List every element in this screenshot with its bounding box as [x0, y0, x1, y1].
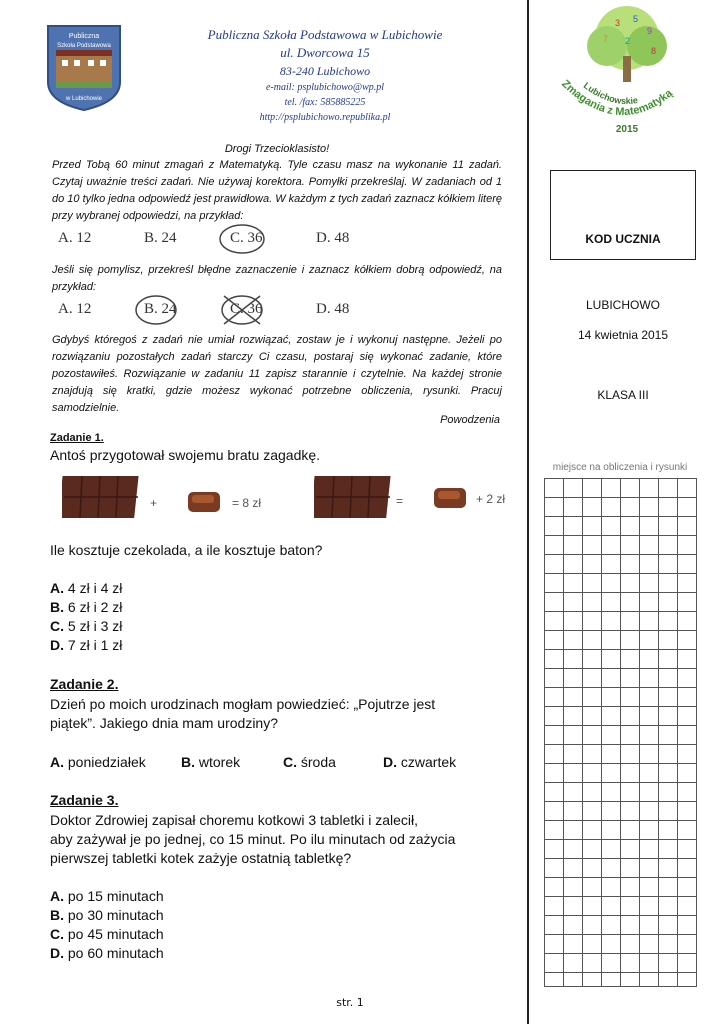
svg-text:2: 2	[625, 36, 631, 46]
svg-text:9: 9	[647, 26, 653, 36]
task3-text	[50, 811, 510, 868]
student-code-box[interactable]	[550, 170, 696, 260]
svg-text:7: 7	[603, 34, 609, 44]
page-number: str. 1	[336, 996, 364, 1009]
intro-paragraph-2: Jeśli się pomylisz, przekreśl błędne zaznaczenie i zaznacz kółkiem dobrą odpowiedź, na przykład:	[52, 264, 502, 293]
task3-answers	[50, 887, 510, 963]
school-email: e-mail: psplubichowo@wp.pl	[265, 82, 385, 93]
student-code-label: KOD UCZNIA	[585, 232, 661, 246]
chocolate-bar-icon	[62, 472, 142, 522]
grade-label: KLASA III	[597, 388, 649, 402]
task2-line2: piątek”. Jakiego dnia mam urodziny?	[50, 715, 279, 731]
school-street: ul. Dworcowa 15	[280, 45, 370, 60]
circle-mark-icon	[132, 294, 180, 326]
calc-area-label: miejsce na obliczenia i rysunki	[552, 462, 688, 473]
svg-text:3: 3	[615, 18, 621, 28]
task2-heading: Zadanie 2.	[50, 676, 119, 692]
school-header	[160, 26, 490, 125]
school-city: 83-240 Lubichowo	[279, 64, 371, 78]
example2-option-a: A. 12	[58, 301, 92, 317]
contest-logo-line2: Zmagania z Matematyką	[559, 77, 675, 119]
greeting: Drogi Trzecioklasisto!	[224, 143, 330, 155]
example-option-d: D. 48	[316, 230, 350, 246]
eq1-result: = 8 zł	[232, 496, 262, 510]
contest-logo-year: 2015	[615, 124, 639, 135]
school-website: http://psplubichowo.republika.pl	[259, 112, 391, 123]
calc-grid[interactable]	[544, 478, 697, 987]
task3-answer-a[interactable]: A. po 15 minutach	[50, 888, 164, 904]
chocolate-bar-icon	[314, 472, 394, 522]
task2-answer-a[interactable]: A. poniedziałek	[50, 754, 146, 770]
task1-heading: Zadanie 1.	[50, 432, 104, 444]
task1-answer-b[interactable]: B. 6 zł i 2 zł	[50, 599, 123, 615]
task1-answers	[50, 579, 510, 655]
school-logo	[46, 24, 122, 112]
example-answers-2	[58, 297, 378, 323]
task1-answer-d[interactable]: D. 7 zł i 1 zł	[50, 637, 123, 653]
date-label: 14 kwietnia 2015	[577, 328, 669, 342]
crossed-circle-icon	[216, 294, 268, 326]
task3-heading: Zadanie 3.	[50, 792, 119, 808]
school-logo-text-1: Publiczna	[68, 33, 100, 40]
contest-logo-line1: Lubichowskie	[581, 80, 639, 107]
task1-question: Ile kosztuje czekolada, a ile kosztuje baton?	[50, 542, 323, 558]
column-divider	[527, 0, 529, 1024]
contest-logo	[555, 4, 695, 138]
task1-answer-c[interactable]: C. 5 zł i 3 zł	[50, 618, 123, 634]
task3-line1: Doktor Zdrowiej zapisał choremu kotkowi 3 tabletki i zalecił,	[50, 812, 419, 828]
task3-answer-d[interactable]: D. po 60 minutach	[50, 945, 164, 961]
svg-text:8: 8	[651, 46, 657, 56]
school-name: Publiczna Szkoła Podstawowa w Lubichowie	[207, 27, 443, 42]
school-logo-text-3: w Lubichowie	[65, 96, 103, 102]
intro-paragraph-3: Gdybyś któregoś z zadań nie umiał rozwiązać, zostaw je i wykonuj następne. Jeżeli po rozwiązaniu pozostałych zadań starczy Ci czasu, postaraj się wykonać zadanie, które pozostawiłeś. Rozwiązanie w zadaniu 11 zapisz starannie i czytelnie. Na każdej stronie znajdują się kratki, gdzie możesz wykonać potrzebne obliczenia, rysunki. Pracuj samodzielnie.	[52, 334, 502, 414]
good-luck-text: Powodzenia	[440, 414, 500, 426]
example-option-b: B. 24	[144, 230, 177, 246]
school-logo-text-2: Szkoła Podstawowa	[57, 43, 111, 49]
task2-answer-b[interactable]: B. wtorek	[181, 754, 241, 770]
example-answers-1	[58, 226, 378, 252]
candy-bar-icon	[430, 484, 470, 512]
task2-line1: Dzień po moich urodzinach mogłam powiedzieć: „Pojutrze jest	[50, 696, 436, 712]
svg-text:5: 5	[633, 14, 639, 24]
example2-option-c: C. 36	[230, 301, 263, 317]
task1-puzzle: + = 8 zł = + 2 zł	[52, 470, 512, 530]
task3-answer-c[interactable]: C. po 45 minutach	[50, 926, 164, 942]
example2-option-b: B. 24	[144, 301, 177, 317]
task1-text: Antoś przygotował swojemu bratu zagadkę.	[50, 447, 321, 463]
task3-line3: pierwszej tabletki kotek zażyje ostatnią tabletkę?	[50, 850, 352, 866]
intro-paragraph-1: Przed Tobą 60 minut zmagań z Matematyką. Tyle czasu masz na wykonanie 11 zadań. Czytaj uważnie treści zadań. Nie używaj korektora. Pomyłki przekreślaj. W zadaniach od 1 do 10 tylko jedna odpowiedź jest prawidłowa. W każdym z tych zadań zaznacz kółkiem literę przy wybranej odpowiedzi, na przykład:	[52, 159, 502, 222]
circle-mark-icon	[216, 223, 268, 255]
task3-answer-b[interactable]: B. po 30 minutach	[50, 907, 164, 923]
example2-option-d: D. 48	[316, 301, 350, 317]
example-option-c: C. 36	[230, 230, 263, 246]
example-option-a: A. 12	[58, 230, 92, 246]
place-label: LUBICHOWO	[585, 298, 660, 312]
eq2-tail: + 2 zł	[476, 492, 506, 506]
candy-bar-icon	[184, 488, 224, 516]
task1-answer-a[interactable]: A. 4 zł i 4 zł	[50, 580, 123, 596]
school-phone: tel. /fax: 585885225	[284, 97, 366, 108]
task3-line2: aby zażywał je po jednej, co 15 minut. Po ilu minutach od zażycia	[50, 831, 456, 847]
task2-answer-d[interactable]: D. czwartek	[383, 754, 457, 770]
task2-answer-c[interactable]: C. środa	[283, 754, 336, 770]
task2-text	[50, 695, 510, 733]
